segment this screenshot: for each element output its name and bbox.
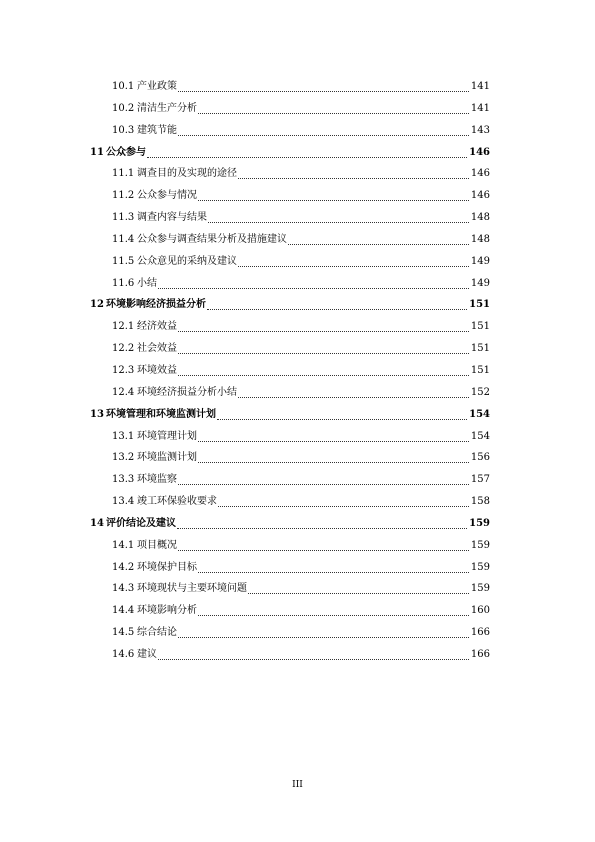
toc-entry-number: 14 [90, 517, 104, 529]
toc-entry-page: 141 [470, 76, 490, 98]
toc-entry-number: 12.3 [112, 364, 135, 376]
toc-entry-page: 166 [470, 622, 490, 644]
toc-entry-page: 159 [470, 578, 490, 600]
toc-entry-number: 13 [90, 408, 104, 420]
toc-entry-title: 清洁生产分析 [137, 102, 197, 114]
toc-section-entry[interactable] [90, 578, 490, 600]
table-of-contents [90, 76, 490, 666]
toc-section-entry[interactable] [90, 207, 490, 229]
toc-leader-dots [238, 178, 469, 179]
toc-section-entry[interactable] [90, 447, 490, 469]
toc-entry-page: 151 [470, 338, 490, 360]
toc-entry-title: 公众参与情况 [137, 190, 197, 202]
toc-section-entry[interactable] [90, 535, 490, 557]
toc-entry-number: 11.4 [112, 233, 135, 245]
page-number: III [292, 780, 303, 790]
toc-entry-number: 10.1 [112, 81, 135, 92]
toc-leader-dots [178, 637, 469, 638]
toc-entry-page: 166 [470, 644, 490, 666]
toc-leader-dots [198, 462, 469, 463]
toc-leader-dots [178, 484, 469, 485]
toc-leader-dots [288, 244, 469, 245]
toc-chapter-entry[interactable] [90, 294, 490, 316]
toc-entry-title: 小结 [137, 277, 157, 289]
toc-leader-dots [178, 353, 469, 354]
toc-leader-dots [208, 222, 469, 223]
toc-section-entry[interactable] [90, 76, 490, 98]
toc-entry-title: 环境影响分析 [137, 605, 197, 617]
toc-entry-title: 经济效益 [137, 321, 177, 333]
toc-leader-dots [248, 593, 469, 594]
toc-entry-title: 社会效益 [137, 343, 177, 355]
toc-entry-number: 12.1 [112, 321, 135, 333]
toc-leader-dots [198, 441, 469, 442]
toc-entry-page: 146 [468, 142, 490, 164]
toc-section-entry[interactable] [90, 469, 490, 491]
toc-entry-number: 11 [90, 146, 104, 158]
toc-section-entry[interactable] [90, 426, 490, 448]
toc-entry-number: 13.3 [112, 474, 135, 486]
toc-section-entry[interactable] [90, 185, 490, 207]
toc-leader-dots [177, 528, 467, 529]
toc-entry-number: 11.5 [112, 255, 135, 267]
toc-section-entry[interactable] [90, 120, 490, 142]
toc-leader-dots [198, 113, 469, 114]
toc-entry-title: 公众意见的采纳及建议 [137, 255, 237, 267]
toc-leader-dots [217, 419, 467, 420]
toc-entry-title: 评价结论及建议 [106, 517, 176, 529]
toc-section-entry[interactable] [90, 360, 490, 382]
toc-entry-title: 综合结论 [137, 627, 177, 639]
toc-section-entry[interactable] [90, 600, 490, 622]
toc-entry-page: 157 [470, 469, 490, 491]
toc-leader-dots [198, 615, 469, 616]
toc-section-entry[interactable] [90, 382, 490, 404]
toc-leader-dots [178, 550, 469, 551]
toc-entry-title: 环境监察 [137, 474, 177, 486]
toc-leader-dots [218, 506, 469, 507]
toc-entry-title: 调查内容与结果 [137, 212, 207, 224]
toc-entry-page: 160 [470, 600, 490, 622]
toc-entry-number: 14.3 [112, 583, 135, 595]
toc-entry-page: 151 [470, 360, 490, 382]
toc-leader-dots [207, 309, 467, 310]
toc-entry-page: 148 [470, 207, 490, 229]
toc-leader-dots [238, 266, 469, 267]
toc-section-entry[interactable] [90, 644, 490, 666]
toc-chapter-entry[interactable] [90, 142, 490, 164]
toc-section-entry[interactable] [90, 229, 490, 251]
toc-leader-dots [178, 135, 469, 136]
toc-entry-title: 建议 [137, 648, 157, 660]
toc-entry-number: 10.3 [112, 124, 135, 136]
toc-entry-number: 14.1 [112, 539, 135, 551]
toc-section-entry[interactable] [90, 273, 490, 295]
toc-section-entry[interactable] [90, 98, 490, 120]
toc-chapter-entry[interactable] [90, 513, 490, 535]
toc-entry-title: 环境保护目标 [137, 561, 197, 573]
toc-leader-dots [178, 375, 469, 376]
toc-entry-page: 141 [470, 98, 490, 120]
toc-entry-page: 148 [470, 229, 490, 251]
toc-section-entry[interactable] [90, 251, 490, 273]
toc-entry-title: 环境监测计划 [137, 452, 197, 464]
toc-entry-title: 建筑节能 [137, 124, 177, 136]
toc-leader-dots [158, 288, 469, 289]
toc-entry-number: 11.3 [112, 212, 135, 224]
toc-entry-number: 13.1 [112, 430, 135, 442]
toc-entry-number: 11.2 [112, 190, 135, 202]
toc-leader-dots [238, 397, 469, 398]
toc-entry-page: 149 [470, 251, 490, 273]
toc-entry-title: 调查目的及实现的途径 [137, 168, 237, 180]
toc-entry-title: 环境影响经济损益分析 [106, 299, 206, 311]
toc-entry-number: 14.5 [112, 627, 135, 639]
toc-entry-title: 产业政策 [137, 81, 177, 92]
toc-section-entry[interactable] [90, 622, 490, 644]
toc-entry-title: 环境现状与主要环境问题 [137, 583, 247, 595]
toc-entry-page: 156 [470, 447, 490, 469]
toc-leader-dots [178, 331, 469, 332]
toc-entry-number: 14.4 [112, 605, 135, 617]
toc-entry-page: 146 [470, 163, 490, 185]
toc-section-entry[interactable] [90, 338, 490, 360]
toc-entry-number: 12 [90, 299, 104, 311]
toc-leader-dots [198, 572, 469, 573]
toc-entry-title: 公众参与 [106, 146, 146, 158]
toc-entry-page: 143 [470, 120, 490, 142]
toc-entry-page: 154 [470, 426, 490, 448]
toc-entry-title: 公众参与调查结果分析及措施建议 [137, 233, 287, 245]
toc-entry-number: 11.1 [112, 168, 135, 180]
toc-entry-page: 151 [468, 294, 490, 316]
toc-entry-title: 项目概况 [137, 539, 177, 551]
toc-entry-page: 159 [470, 557, 490, 579]
toc-entry-number: 11.6 [112, 277, 135, 289]
toc-entry-number: 13.4 [112, 496, 135, 508]
toc-entry-title: 环境管理计划 [137, 430, 197, 442]
toc-entry-page: 149 [470, 273, 490, 295]
toc-entry-number: 14.6 [112, 648, 135, 660]
toc-leader-dots [198, 200, 469, 201]
toc-entry-title: 竣工环保验收要求 [137, 496, 217, 508]
toc-entry-title: 环境效益 [137, 364, 177, 376]
toc-section-entry[interactable] [90, 491, 490, 513]
toc-leader-dots [147, 157, 467, 158]
toc-chapter-entry[interactable] [90, 404, 490, 426]
toc-entry-number: 12.4 [112, 386, 135, 398]
toc-section-entry[interactable] [90, 557, 490, 579]
toc-leader-dots [178, 91, 469, 92]
toc-entry-number: 14.2 [112, 561, 135, 573]
toc-entry-page: 154 [468, 404, 490, 426]
toc-leader-dots [158, 659, 469, 660]
toc-entry-number: 12.2 [112, 343, 135, 355]
toc-entry-title: 环境管理和环境监测计划 [106, 408, 216, 420]
toc-entry-page: 159 [470, 535, 490, 557]
toc-entry-page: 158 [470, 491, 490, 513]
toc-entry-page: 151 [470, 316, 490, 338]
toc-entry-number: 13.2 [112, 452, 135, 464]
toc-entry-page: 152 [470, 382, 490, 404]
toc-entry-number: 10.2 [112, 102, 135, 114]
toc-section-entry[interactable] [90, 163, 490, 185]
toc-entry-page: 146 [470, 185, 490, 207]
toc-entry-title: 环境经济损益分析小结 [137, 386, 237, 398]
toc-section-entry[interactable] [90, 316, 490, 338]
toc-entry-page: 159 [468, 513, 490, 535]
